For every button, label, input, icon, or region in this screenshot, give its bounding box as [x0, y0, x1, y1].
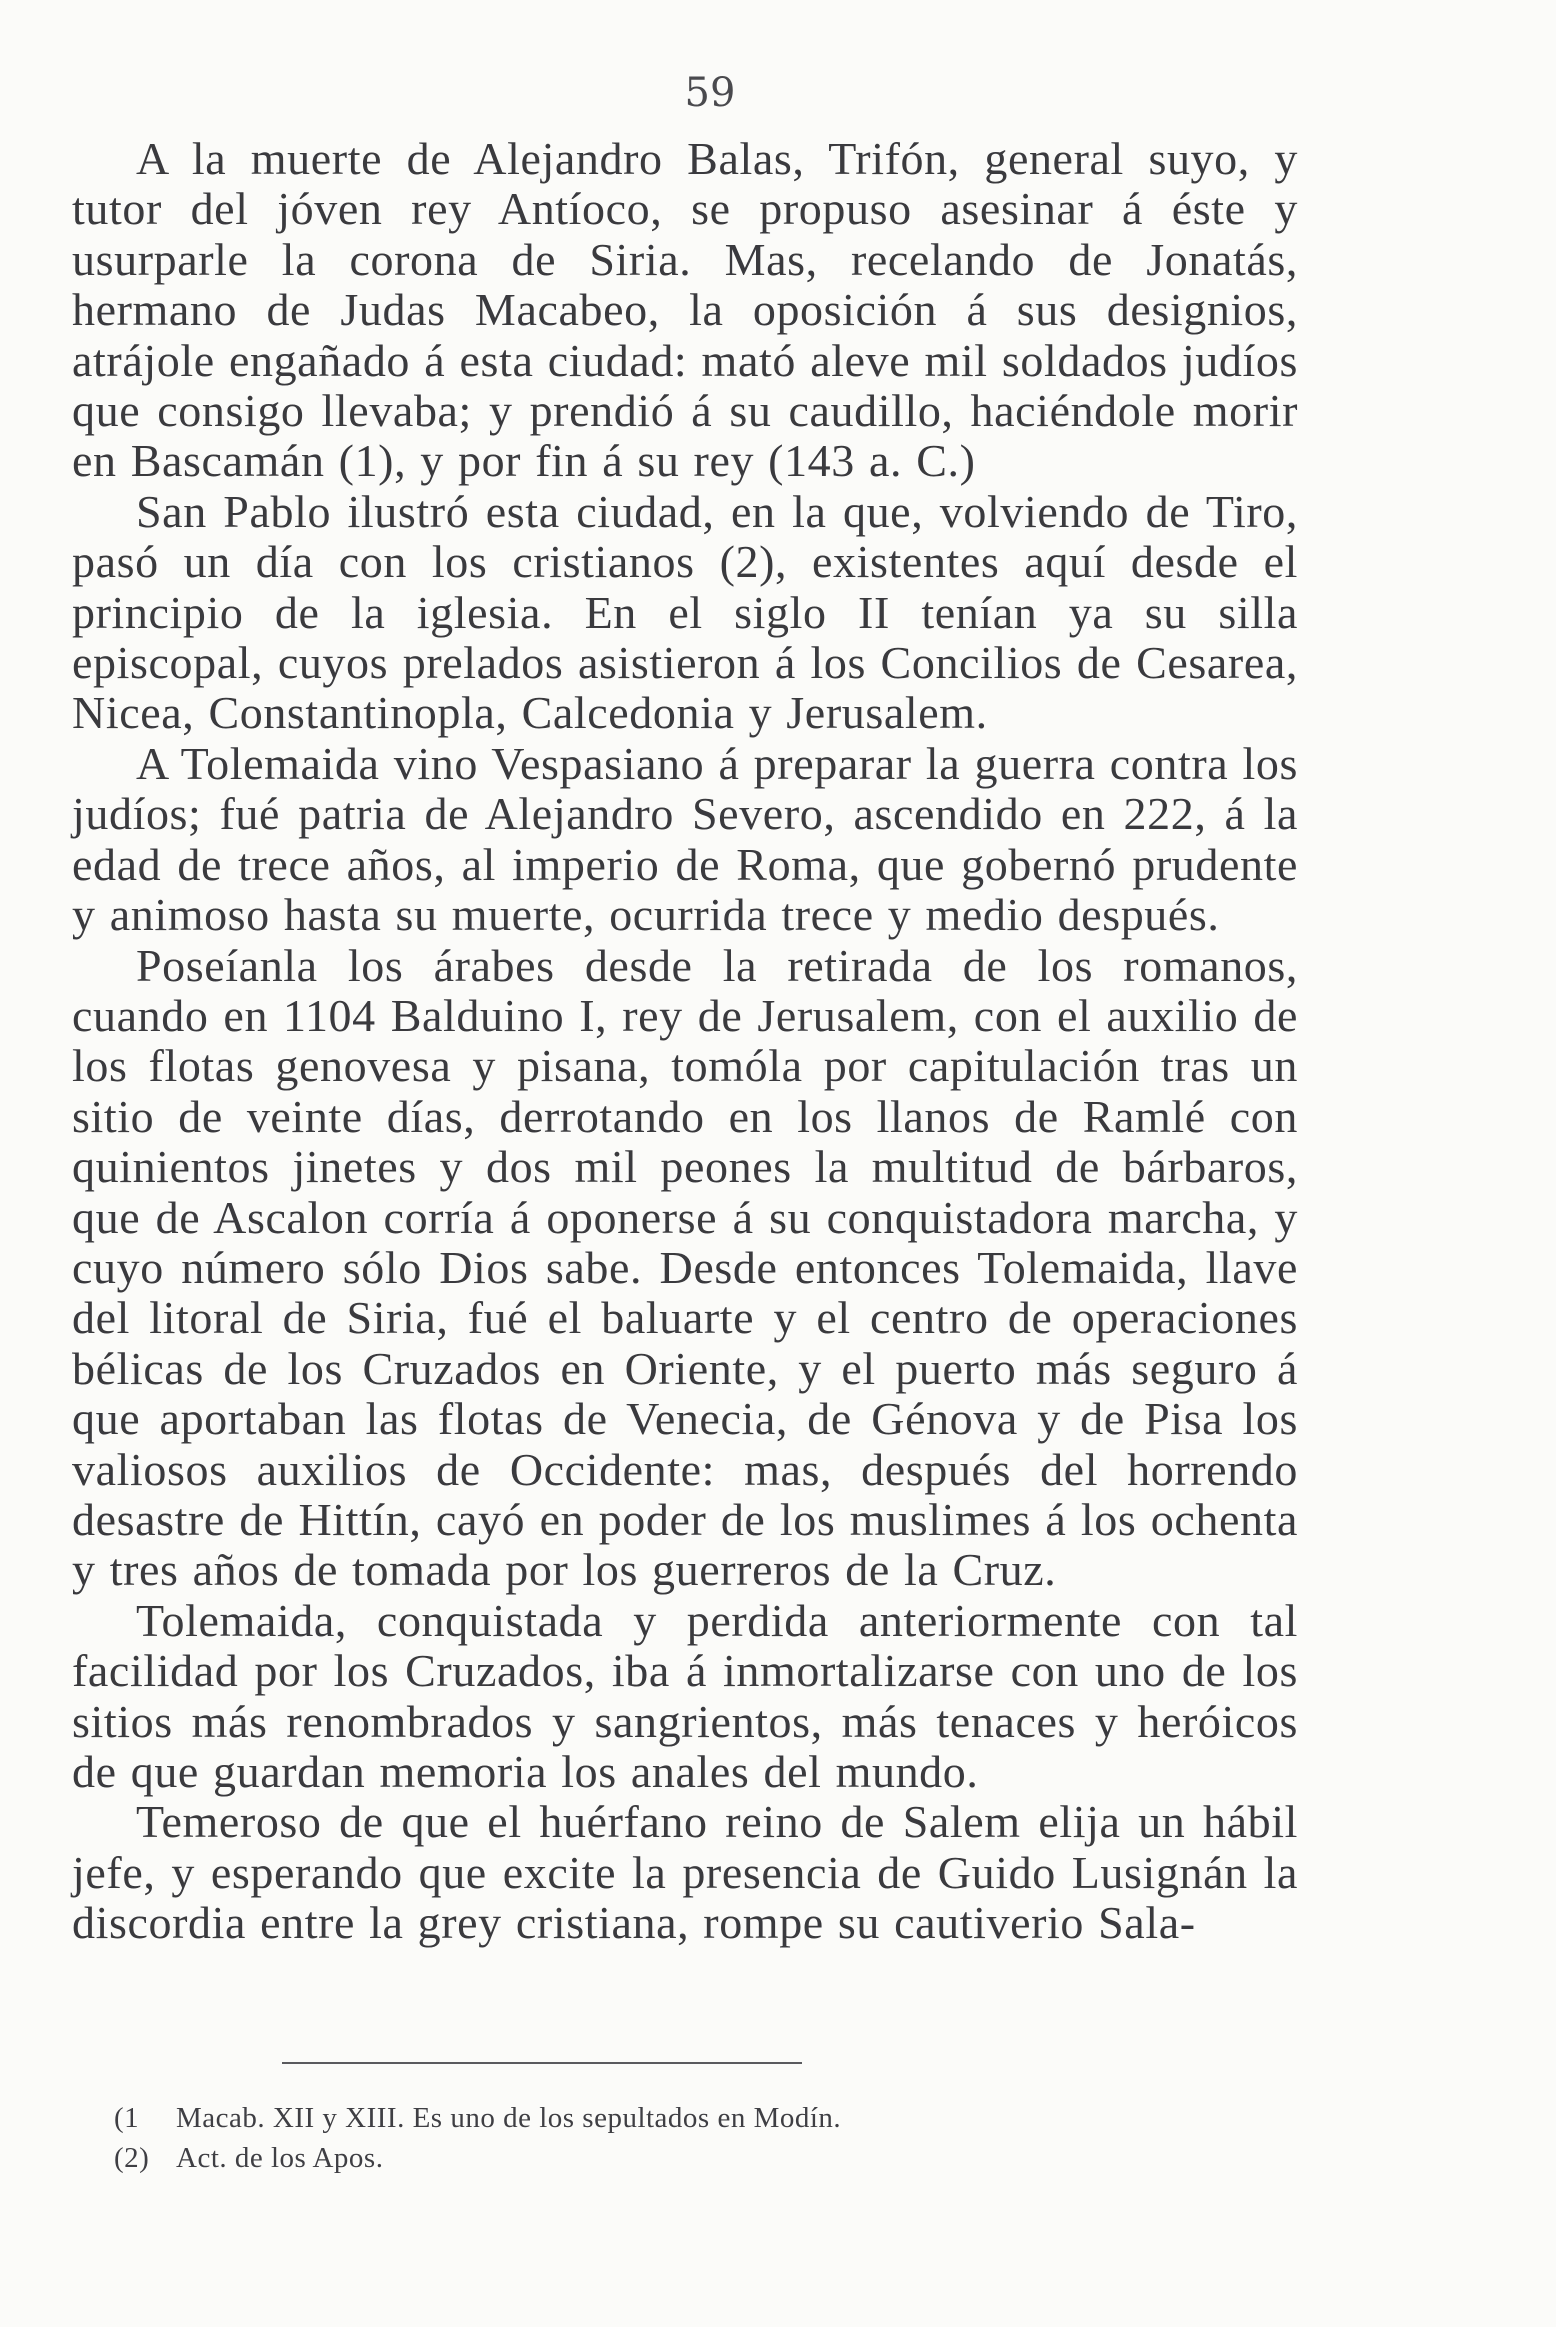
paragraph: A Tolemaida vino Vespasiano á preparar la guerra contra los judíos; fué patria de Alejandro Severo, ascendido en 222, á la edad de trece años, al imperio de Roma, que gobernó prudente y animoso hasta su muerte, ocurrida trece y medio después. [72, 737, 1298, 941]
footnote-text: Macab. XII y XIII. Es uno de los sepultados en Modín. [176, 2102, 842, 2134]
paragraph: Temeroso de que el huérfano reino de Salem elija un hábil jefe, y esperando que excite la presencia de Guido Lusignán la discordia entre la grey cristiana, rompe su cautiverio Sala- [72, 1796, 1298, 1949]
paragraph: Poseíanla los árabes desde la retirada de los romanos, cuando en 1104 Balduino I, rey de Jerusalem, con el auxilio de los flotas genovesa y pisana, tomóla por capitulación tras un sitio de veinte días, derrotando en los llanos de Ramlé con quinientos jinetes y dos mil peones la multitud de bárbaros, que de Ascalon corría á oponerse á su conquistadora marcha, y cuyo número sólo Dios sabe. Desde entonces Tolemaida, llave del litoral de Siria, fué el baluarte y el centro de operaciones bélicas de los Cruzados en Oriente, y el puerto más seguro á que aportaban las flotas de Venecia, de Génova y de Pisa los valiosos auxilios de Occidente: mas, después del horrendo desastre de Hittín, cayó en poder de los muslimes á los ochenta y tres años de tomada por los guerreros de la Cruz. [72, 939, 1298, 1596]
footnote-marker: (2) [114, 2142, 150, 2174]
paragraph: Tolemaida, conquistada y perdida anteriormente con tal facilidad por los Cruzados, iba á inmortalizarse con uno de los sitios más renombrados y sangrientos, más tenaces y heróicos de que guardan memoria los anales del mundo. [72, 1594, 1298, 1797]
footnote [114, 2138, 1214, 2178]
footnote [114, 2098, 1214, 2138]
body-text [72, 134, 1298, 1949]
footnote-divider [282, 2062, 802, 2064]
footnotes [114, 2098, 1214, 2178]
paragraph: San Pablo ilustró esta ciudad, en la que, volviendo de Tiro, pasó un día con los cristianos (2), existentes aquí desde el principio de la iglesia. En el siglo II tenían ya su silla episcopal, cuyos prelados asistieron á los Concilios de Cesarea, Nicea, Constantinopla, Calcedonia y Jerusalem. [72, 485, 1298, 739]
paragraph: A la muerte de Alejandro Balas, Trifón, general suyo, y tutor del jóven rey Antíoco, se propuso asesinar á éste y usurparle la corona de Siria. Mas, recelando de Jonatás, hermano de Judas Macabeo, la oposición á sus designios, atrájole engañado á esta ciudad: mató aleve mil soldados judíos que consigo llevaba; y prendió á su caudillo, haciéndole morir en Bascamán (1), y por fin á su rey (143 a. C.) [72, 133, 1298, 487]
footnote-text: Act. de los Apos. [176, 2142, 384, 2174]
footnote-marker: (1 [114, 2102, 140, 2134]
page-number: 59 [684, 70, 736, 116]
